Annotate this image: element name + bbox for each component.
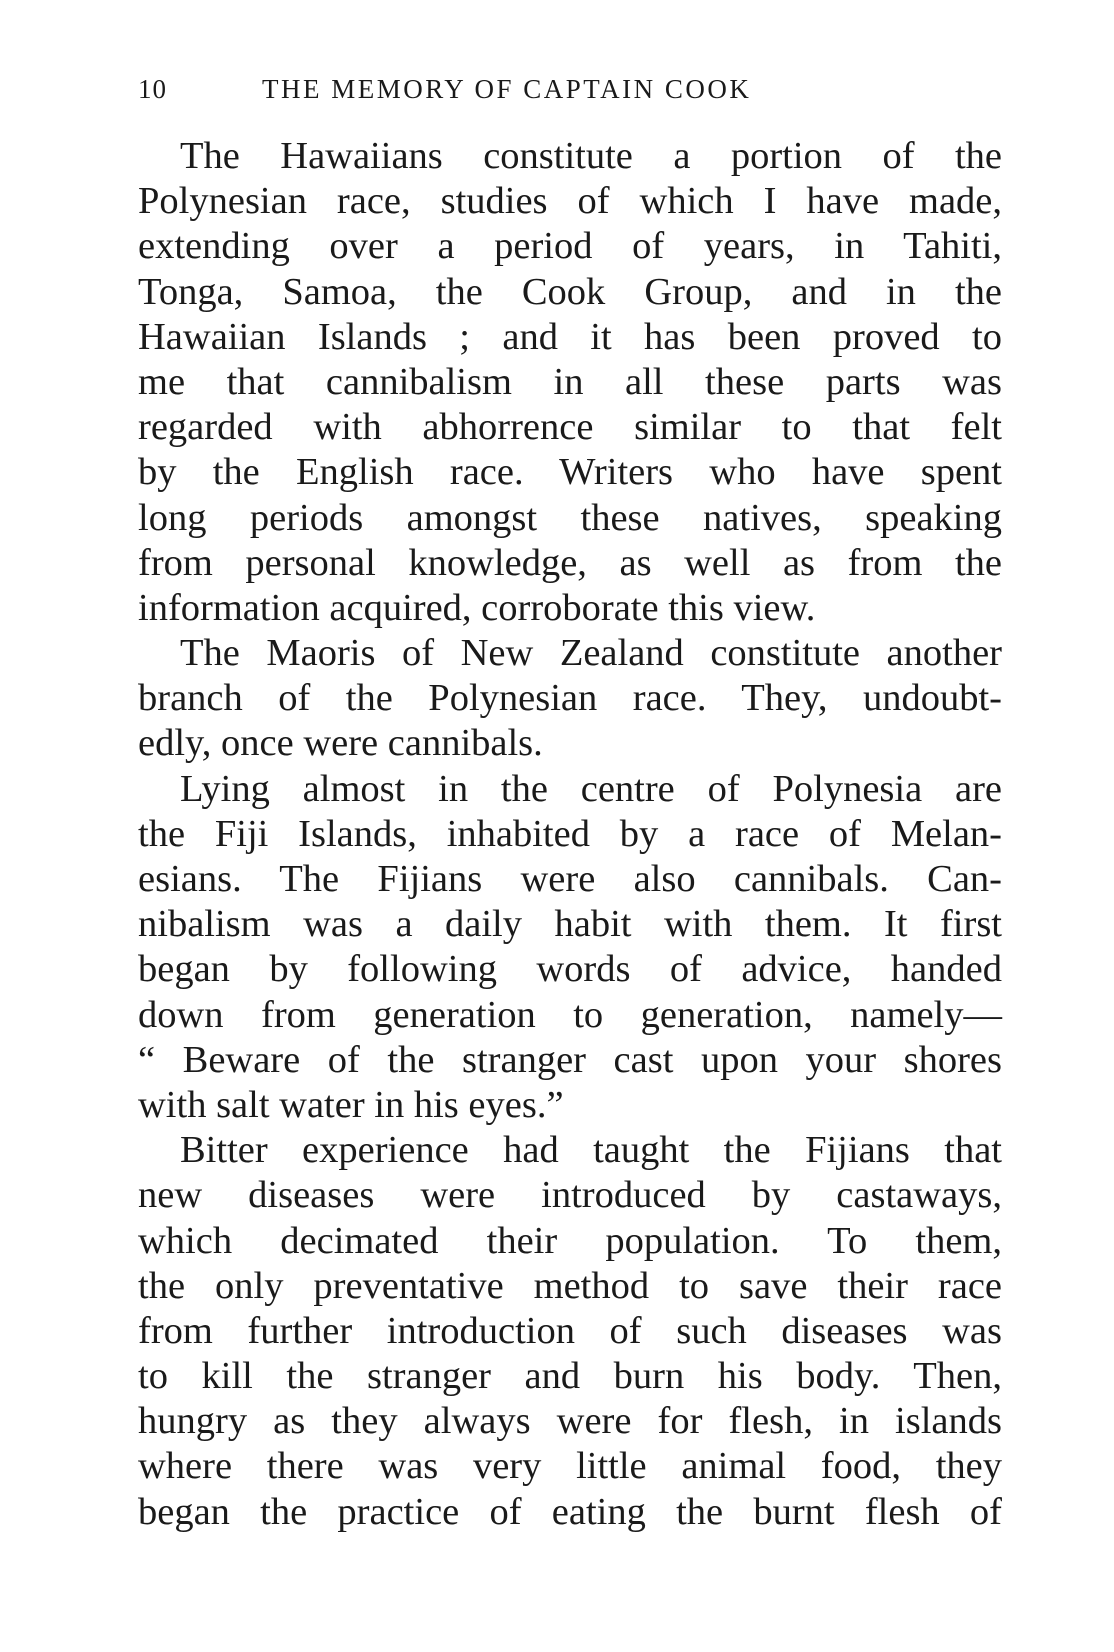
text-line: branch of the Polynesian race. They, undoubt-: [138, 677, 1002, 720]
text-line: began by following words of advice, handed: [138, 948, 1002, 991]
text-line: the only preventative method to save their race: [138, 1264, 1002, 1307]
text-line: down from generation to generation, namely—: [138, 993, 1002, 1036]
text-line: Hawaiian Islands ; and it has been proved to: [138, 315, 1002, 358]
text-line: from personal knowledge, as well as from the: [138, 541, 1002, 584]
text-line: began the practice of eating the burnt flesh of: [138, 1490, 1002, 1533]
page-number: 10: [138, 74, 167, 104]
text-line: Bitter experience had taught the Fijians that: [180, 1129, 1002, 1172]
text-line: edly, once were cannibals.: [138, 722, 543, 765]
text-line: with salt water in his eyes.”: [138, 1083, 564, 1126]
paragraph: [138, 631, 1002, 767]
text-line: The Maoris of New Zealand constitute another: [180, 632, 1002, 675]
body-text: [138, 134, 1002, 1535]
page-header: [138, 64, 1002, 134]
text-line: regarded with abhorrence similar to that felt: [138, 406, 1002, 449]
text-line: by the English race. Writers who have spent: [138, 451, 1002, 494]
text-line: where there was very little animal food, they: [138, 1445, 1002, 1488]
text-line: the Fiji Islands, inhabited by a race of Melan-: [138, 812, 1002, 855]
text-line: to kill the stranger and burn his body. Then,: [138, 1355, 1002, 1398]
text-line: me that cannibalism in all these parts was: [138, 360, 1002, 403]
text-line: new diseases were introduced by castaways,: [138, 1174, 1002, 1217]
text-line: “ Beware of the stranger cast upon your shores: [138, 1038, 1002, 1081]
book-page: [138, 64, 1002, 1535]
text-line: information acquired, corroborate this view.: [138, 586, 816, 629]
text-line: Polynesian race, studies of which I have made,: [138, 180, 1002, 223]
running-title: THE MEMORY OF CAPTAIN COOK: [262, 74, 752, 104]
text-line: which decimated their population. To them,: [138, 1219, 1002, 1262]
paragraph: [138, 1128, 1002, 1535]
paragraph: [138, 134, 1002, 631]
text-line: hungry as they always were for flesh, in islands: [138, 1400, 1002, 1443]
text-line: long periods amongst these natives, speaking: [138, 496, 1002, 539]
text-line: esians. The Fijians were also cannibals. Can-: [138, 858, 1002, 900]
text-line: extending over a period of years, in Tahiti,: [138, 225, 1002, 268]
text-line: Tonga, Samoa, the Cook Group, and in the: [138, 270, 1002, 313]
text-line: from further introduction of such diseases was: [138, 1309, 1002, 1352]
paragraph: [138, 767, 1002, 1129]
text-line: Lying almost in the centre of Polynesia are: [180, 767, 1002, 810]
text-line: The Hawaiians constitute a portion of the: [180, 135, 1002, 177]
text-line: nibalism was a daily habit with them. It first: [138, 903, 1002, 946]
